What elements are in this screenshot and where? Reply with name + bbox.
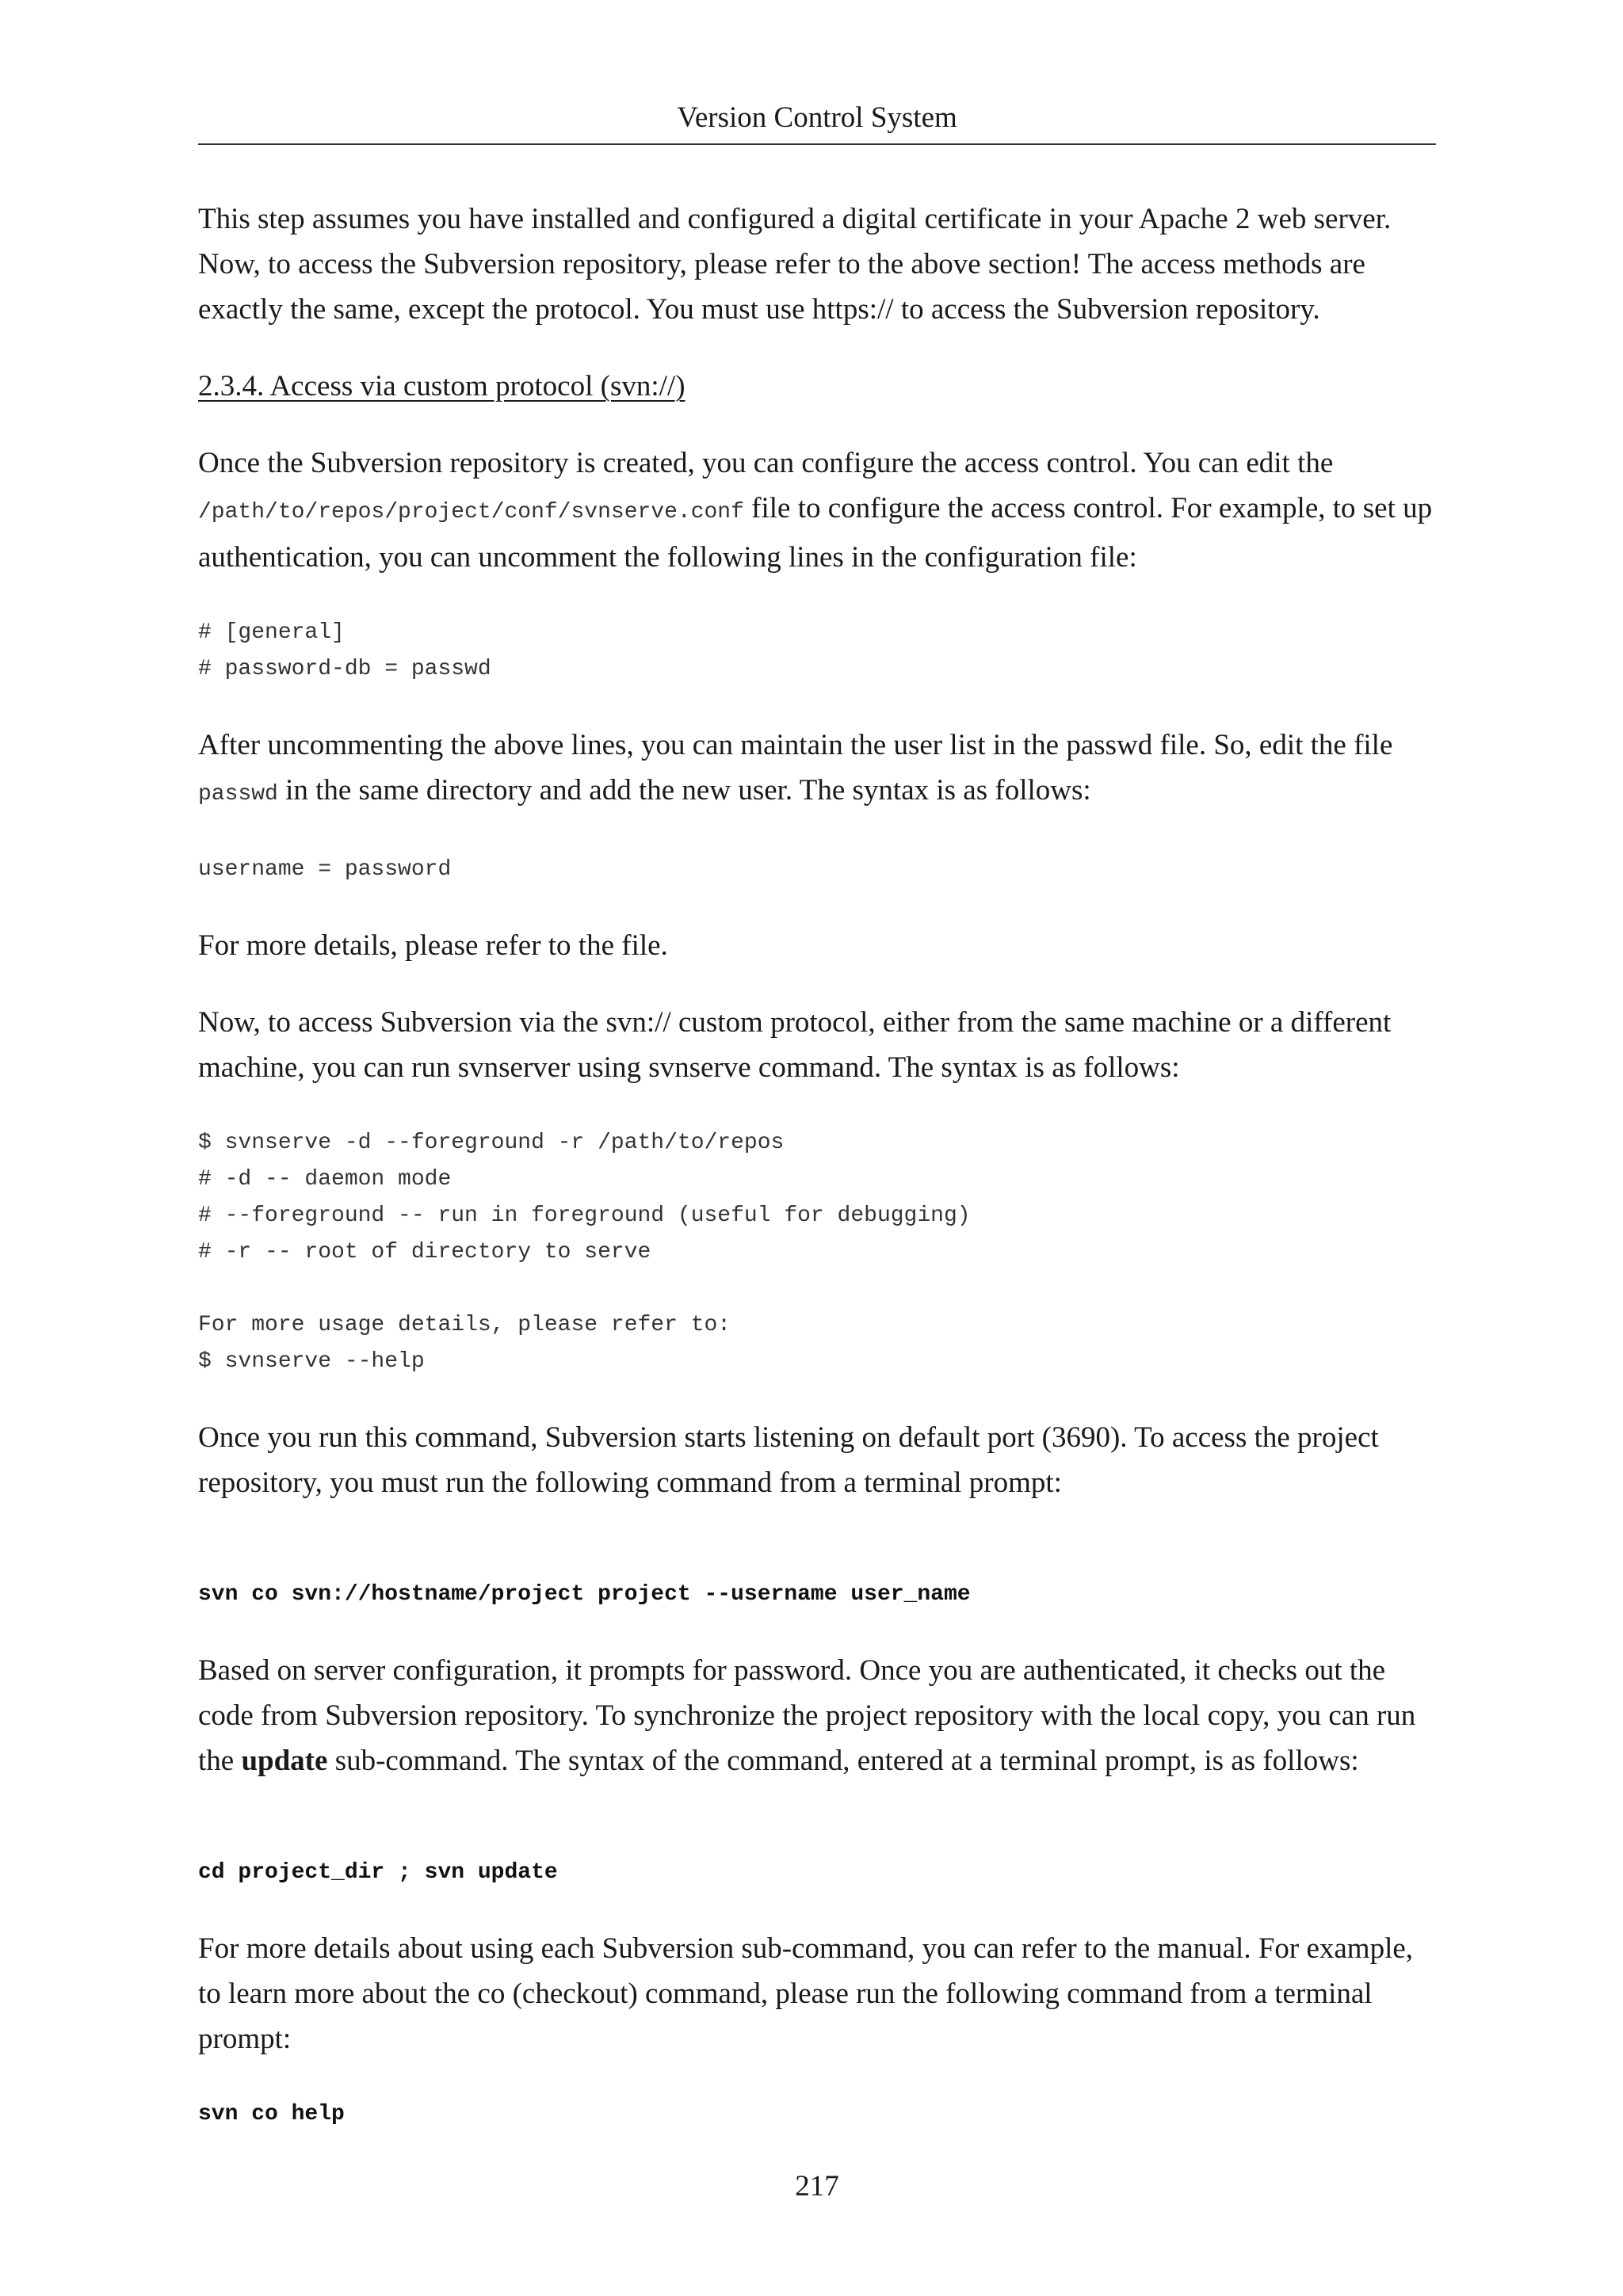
paragraph-text: Based on server configuration, it prompts for password. Once you are authenticated, it checks out the code from Subversion repository. To synchronize the project repository with the local copy, you can run the: [198, 1654, 1416, 1777]
paragraph-listening: Once you run this command, Subversion starts listening on default port (3690). To access the project repository, you must run the following command from a terminal prompt:: [198, 1421, 1379, 1499]
paragraph-more-details: For more details, please refer to the file.: [198, 929, 668, 962]
paragraph-text: Once the Subversion repository is created, you can configure the access control. You can edit the: [198, 447, 1334, 479]
paragraph-passwd: [198, 723, 1436, 817]
paragraph-access-control: [198, 441, 1436, 580]
page-number: 217: [795, 2170, 839, 2203]
header-rule: [198, 143, 1436, 145]
paragraph-manual: For more details about using each Subversion sub-command, you can refer to the manual. For example, to learn more about the co (checkout) command, please run the following command from a terminal prompt:: [198, 1932, 1414, 2055]
code-block-config: # [general] # password-db = passwd: [198, 620, 491, 681]
section-heading: 2.3.4. Access via custom protocol (svn://): [198, 370, 685, 402]
page-content: [198, 196, 1436, 2133]
code-block-svnserve: $ svnserve -d --foreground -r /path/to/repos # -d -- daemon mode # --foreground -- run in foreground (useful for debugging) # -r -- root of directory to serve For more usage details, please refer to: $ svnserve --help: [198, 1131, 971, 1374]
paragraph-text: After uncommenting the above lines, you can maintain the user list in the passwd file. So, edit the file: [198, 729, 1393, 761]
paragraph-text: in the same directory and add the new user. The syntax is as follows:: [277, 774, 1091, 807]
config-path: /path/to/repos/project/conf/svnserve.conf: [198, 500, 744, 524]
command-update: cd project_dir ; svn update: [198, 1860, 558, 1885]
paragraph-update: [198, 1648, 1436, 1783]
paragraph-text: file to configure the access control. For example, to set up authentication, you can uncomment the following lines in the configuration file:: [198, 492, 1433, 574]
paragraph-svnserve: Now, to access Subversion via the svn:// custom protocol, either from the same machine or a different machine, you can run svnserver using svnserve command. The syntax is as follows:: [198, 1006, 1392, 1084]
command-help: svn co help: [198, 2102, 345, 2126]
code-block-passwd-syntax: username = password: [198, 857, 452, 882]
command-checkout: svn co svn://hostname/project project --username user_name: [198, 1582, 971, 1607]
document-page: [198, 0, 1436, 2296]
paragraph-intro: This step assumes you have installed and configured a digital certificate in your Apache 2 web server. Now, to access the Subversion repository, please refer to the above section! The access methods are exactly the same, except the protocol. You must use https:// to access the Subversion repository.: [198, 203, 1392, 326]
paragraph-text: sub-command. The syntax of the command, entered at a terminal prompt, is as follows:: [327, 1745, 1359, 1777]
running-header: Version Control System: [677, 101, 957, 134]
passwd-filename: passwd: [198, 782, 278, 807]
update-keyword: update: [241, 1745, 328, 1777]
